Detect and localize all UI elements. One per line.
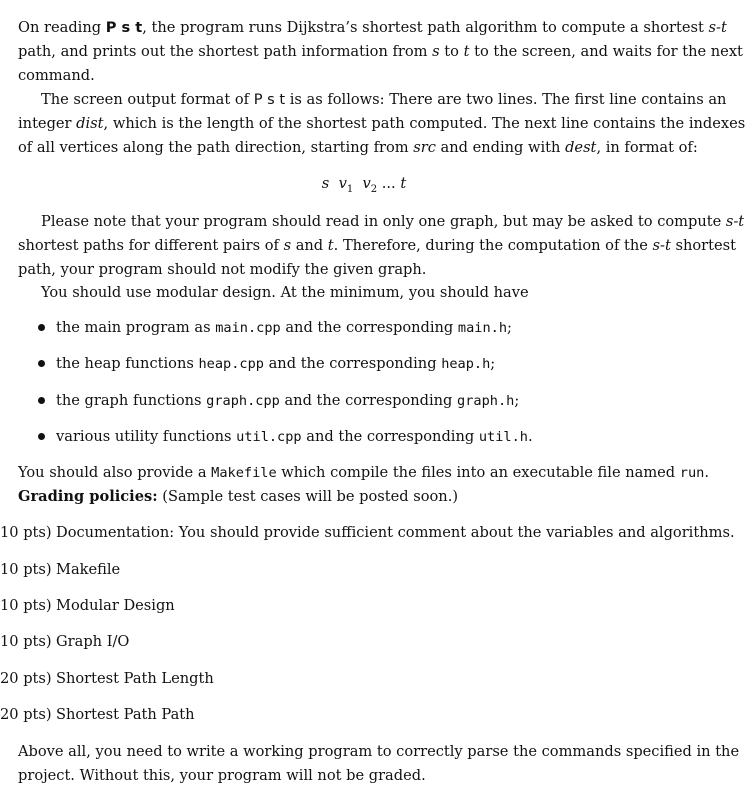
para1-line3: command.	[18, 67, 95, 84]
points-label: 10 pts)	[0, 561, 52, 578]
grading-item: 10 pts) Makefile	[0, 561, 121, 578]
closing-line1: Above all, you need to write a working program to correctly parse the commands specified in the	[18, 743, 740, 760]
command-p-s-t: P s t	[105, 19, 143, 36]
makefile-line: You should also provide a Makefile which compile the files into an executable file named run.	[18, 464, 709, 481]
bullet-item: various utility functions util.cpp and the corresponding util.h.	[56, 428, 533, 445]
points-label: 10 pts)	[0, 524, 52, 541]
points-label: 20 pts)	[0, 706, 52, 723]
grading-item: 20 pts) Shortest Path Length	[0, 670, 214, 687]
bullet-dot	[38, 360, 45, 367]
para1-line2: path, and prints out the shortest path information from s to t to the screen, and waits for the next	[18, 43, 743, 60]
grading-heading: Grading policies: (Sample test cases will be posted soon.)	[18, 488, 459, 505]
bullet-dot	[38, 397, 45, 404]
bullet-dot	[38, 324, 45, 331]
points-label: 10 pts)	[0, 597, 52, 614]
bullet-dot	[38, 433, 45, 440]
para3-line1: Please note that your program should read in only one graph, but may be asked to compute s-t	[41, 213, 745, 230]
para1-line1: On reading P s t, the program runs Dijkstra’s shortest path algorithm to compute a shortest s-t	[18, 19, 727, 36]
bullet-item: the main program as main.cpp and the corresponding main.h;	[56, 319, 512, 336]
grading-item: 20 pts) Shortest Path Path	[0, 706, 195, 723]
bullet-item: the graph functions graph.cpp and the corresponding graph.h;	[56, 392, 520, 409]
points-label: 20 pts)	[0, 670, 52, 687]
grading-item: 10 pts) Graph I/O	[0, 633, 130, 650]
bullet-item: the heap functions heap.cpp and the corresponding heap.h;	[56, 355, 496, 372]
para2-line1: The screen output format of P s t is as follows: There are two lines. The first line contains an	[41, 91, 727, 108]
para3-line2: shortest paths for different pairs of s and t. Therefore, during the computation of the s-t shortest	[18, 237, 736, 254]
grading-item: 10 pts) Modular Design	[0, 597, 175, 614]
para3-line3: path, your program should not modify the given graph.	[18, 261, 427, 278]
points-label: 10 pts)	[0, 633, 52, 650]
grading-item: 10 pts) Documentation: You should provide sufficient comment about the variables and algorithms.	[0, 524, 735, 541]
para2-line3: of all vertices along the path direction, starting from src and ending with dest, in format of:	[18, 139, 698, 156]
closing-line2: project. Without this, your program will not be graded.	[18, 767, 426, 784]
para2-line2: integer dist, which is the length of the shortest path computed. The next line contains the indexes	[18, 115, 745, 132]
para4-line: You should use modular design. At the minimum, you should have	[41, 284, 529, 301]
path-format-formula: s $v_1$ $v_2$ ... t	[321, 175, 407, 195]
command-p-s-t: P s t	[253, 91, 286, 108]
